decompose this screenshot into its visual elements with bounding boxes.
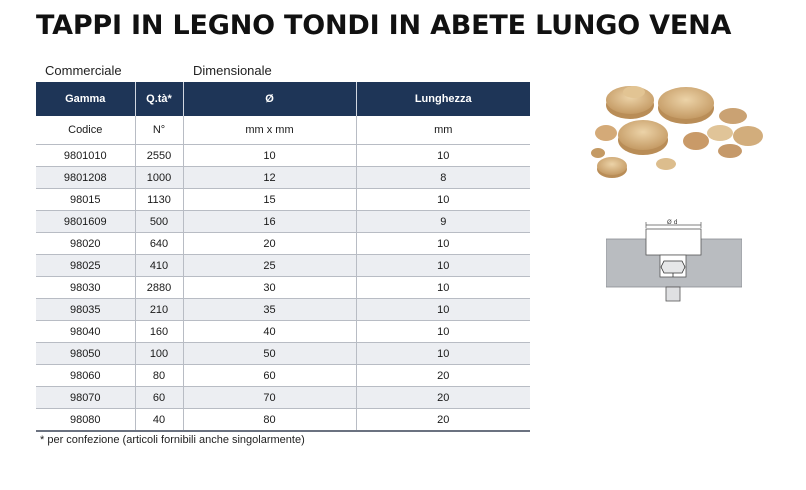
cell-length: 10 [356,255,530,277]
cell-quantity: 1130 [135,189,183,211]
group-label-dimensional: Dimensionale [193,63,272,78]
cell-code: 98035 [36,299,135,321]
cell-diameter: 80 [183,409,356,432]
cell-code: 98060 [36,365,135,387]
cell-length: 10 [356,189,530,211]
group-label-commercial: Commerciale [45,63,122,78]
cell-code: 98020 [36,233,135,255]
dimension-label: Ø d [667,219,678,226]
unit-length: mm [356,116,530,145]
table-row [36,409,530,432]
table-row [36,365,530,387]
table-row [36,145,530,167]
cell-diameter: 60 [183,365,356,387]
table-row [36,189,530,211]
cell-length: 10 [356,343,530,365]
cell-quantity: 160 [135,321,183,343]
table-row [36,299,530,321]
cell-diameter: 30 [183,277,356,299]
cell-length: 9 [356,211,530,233]
cell-diameter: 35 [183,299,356,321]
cell-quantity: 60 [135,387,183,409]
cell-length: 10 [356,145,530,167]
header-quantity: Q.tà* [135,82,183,116]
table-row [36,211,530,233]
wood-plugs-photo [588,78,778,190]
cell-code: 98025 [36,255,135,277]
cell-length: 20 [356,387,530,409]
cell-code: 98040 [36,321,135,343]
cell-length: 10 [356,277,530,299]
cell-code: 98030 [36,277,135,299]
cell-length: 10 [356,233,530,255]
cell-diameter: 70 [183,387,356,409]
cell-quantity: 100 [135,343,183,365]
table-row [36,321,530,343]
cell-quantity: 80 [135,365,183,387]
cell-quantity: 1000 [135,167,183,189]
header-row [36,82,530,116]
page-title: TAPPI IN LEGNO TONDI IN ABETE LUNGO VENA [36,10,732,41]
cell-diameter: 12 [183,167,356,189]
table-row [36,277,530,299]
cell-diameter: 25 [183,255,356,277]
cell-length: 20 [356,409,530,432]
cell-quantity: 2550 [135,145,183,167]
cell-code: 98050 [36,343,135,365]
cell-diameter: 15 [183,189,356,211]
cell-code: 9801609 [36,211,135,233]
cell-code: 9801208 [36,167,135,189]
cell-quantity: 410 [135,255,183,277]
cell-code: 9801010 [36,145,135,167]
unit-code: Codice [36,116,135,145]
cell-diameter: 40 [183,321,356,343]
cell-diameter: 50 [183,343,356,365]
cell-code: 98080 [36,409,135,432]
table-row [36,387,530,409]
cell-quantity: 210 [135,299,183,321]
header-diameter: Ø [183,82,356,116]
table-row [36,233,530,255]
installation-drawing [606,215,742,305]
unit-diameter: mm x mm [183,116,356,145]
cell-diameter: 16 [183,211,356,233]
footnote: * per confezione (articoli fornibili anche singolarmente) [40,434,305,446]
cell-length: 8 [356,167,530,189]
cell-quantity: 40 [135,409,183,432]
cell-quantity: 640 [135,233,183,255]
table-row [36,343,530,365]
cell-diameter: 10 [183,145,356,167]
cell-diameter: 20 [183,233,356,255]
cell-quantity: 500 [135,211,183,233]
cell-length: 20 [356,365,530,387]
header-length: Lunghezza [356,82,530,116]
units-row [36,116,530,145]
header-gamma: Gamma [36,82,135,116]
cell-quantity: 2880 [135,277,183,299]
cell-code: 98015 [36,189,135,211]
cell-code: 98070 [36,387,135,409]
table-row [36,167,530,189]
table-row [36,255,530,277]
unit-count: N° [135,116,183,145]
cell-length: 10 [356,321,530,343]
cell-length: 10 [356,299,530,321]
spec-table [36,82,530,432]
